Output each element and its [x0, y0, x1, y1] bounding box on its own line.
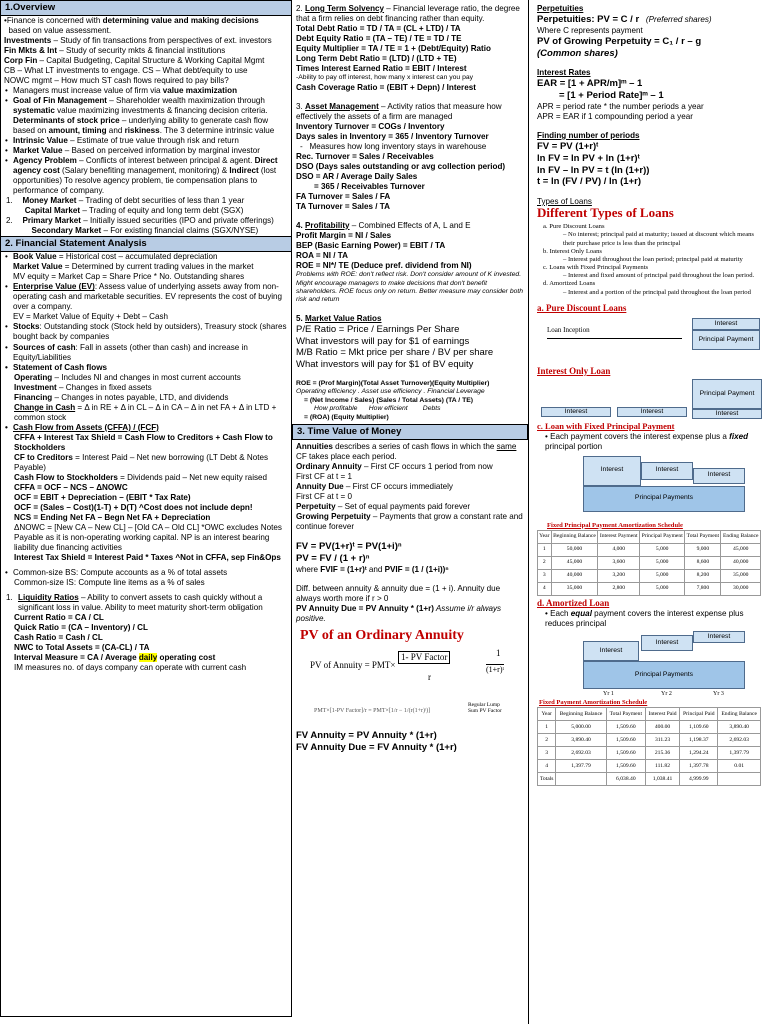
al-table-cell: Totals [538, 773, 556, 786]
fpp-table-cell: 5,000 [640, 569, 685, 582]
roa: ROA = NI / TA [296, 251, 348, 261]
dsi-note: - Measures how long inventory stays in warehouse [300, 141, 487, 151]
inventory-turnover: Inventory Turnover = COGs / Inventory [296, 121, 445, 131]
dupont-2: Operating efficiency . Asset use efficiency . Financial Leverage [296, 388, 485, 396]
fpp-table-cell: 45,000 [721, 543, 761, 556]
al-table-cell: 3 [538, 747, 556, 760]
al-table-cell: 1,509.60 [606, 760, 645, 773]
pv-factor-note: Regular Lump Sum PV Factor [468, 702, 502, 715]
fpp-table-cell: 8,600 [685, 556, 721, 569]
periods-formula-2: ln FV = ln PV + ln (1+r)ᵗ [537, 152, 640, 164]
current-ratio: Current Ratio = CA / CL [14, 613, 104, 623]
corpfin-def: Corp Fin – Capital Budgeting, Capital Structure & Working Capital Mgmt [4, 55, 265, 65]
pv-right-numerator: 1 [496, 648, 501, 659]
cffa-formula: CFFA = OCF – NCS – ΔNOWC [14, 482, 128, 492]
fpp-table-cell: 40,000 [551, 569, 598, 582]
al-interest-1: Interest [583, 641, 639, 661]
dupont-3: = (Net Income / Sales) (Sales / Total Assets) (TA / TE) [304, 396, 474, 404]
fpp-table-cell: 2 [538, 556, 552, 569]
investment-cf: Investment – Changes in fixed assets [14, 382, 152, 392]
annuity-diff: Diff. between annuity & annuity due = (1 + i). Annuity due always worth more if r > 0 [296, 583, 501, 603]
tie-note: -Ability to pay off interest, how many x interest can you pay [296, 74, 474, 82]
fixed-principal-title: c. Loan with Fixed Principal Payment [537, 421, 675, 432]
pdl-interest-box: Interest [692, 318, 760, 330]
managers-bullet: • Managers must increase value of firm via value maximization [4, 86, 288, 96]
annuity-due: Annuity Due – First CF occurs immediately [296, 481, 453, 491]
interval-measure-def: IM measures no. of days company can operate with current cash [14, 663, 247, 673]
quick-ratio: Quick Ratio = (CA – Inventory) / CL [14, 623, 148, 633]
fpp-table [537, 530, 761, 596]
pv-annuity-due: PV Annuity Due = PV Annuity * (1+r) Assume i/r always positive. [296, 603, 502, 623]
loan-b: b. Interest Only Loans [543, 247, 602, 255]
ear-formula-1: EAR = [1 + APR/m]ᵐ – 1 [537, 78, 643, 90]
fpp-table-row [538, 569, 761, 582]
finance-def: •Finance is concerned with determining value and making decisions based on value assessment. [4, 15, 259, 35]
al-table-header-cell: Interest Paid [645, 708, 679, 721]
fpp-table-header-row [538, 530, 761, 543]
profitability: 4. Profitability – Combined Effects of A, L and E [296, 221, 471, 231]
pe-ratio: P/E Ratio = Price / Earnings Per Share [296, 323, 460, 335]
column-2 [292, 0, 529, 1024]
nowc-formula: ΔNOWC = [New CA – New CL] – [Old CA – Old CL] *OWC excludes Notes Payable as it is non-operating working capital. NP is an interest bearing liability due financing activities [14, 523, 282, 553]
al-table-row [538, 747, 761, 760]
cash-ratio: Cash Ratio = Cash / CL [14, 633, 103, 643]
ta-turnover: TA Turnover = Sales / TA [296, 201, 390, 211]
common-size-is: Common-size IS: Compute line items as a % of sales [14, 578, 205, 588]
section-overview-title: 1.Overview [1, 1, 291, 16]
mb-note: What investors will pay for $1 of BV equity [296, 359, 474, 371]
types-of-loans-heading: Types of Loans [537, 197, 592, 207]
fpp-table-cell: 3,600 [598, 556, 640, 569]
interest-only-diagram [537, 377, 766, 419]
fpp-table-row [538, 582, 761, 595]
days-sales-inventory: Days sales in Inventory = 365 / Inventory Turnover [296, 131, 489, 141]
amortized-loan-diagram [537, 629, 766, 699]
pe-note: What investors will pay for $1 of earnings [296, 335, 470, 347]
fpp-table-cell: 1 [538, 543, 552, 556]
pv-annuity-expansion: PMT×[1-PV Factor]/r = PMT×[1/r − 1/(r(1+r)ᵗ)] [314, 708, 431, 715]
al-table-cell: 1,109.60 [680, 721, 718, 734]
dso-formula-2: = 365 / Receivables Turnover [314, 181, 425, 191]
annuities-def: Annuities describes a series of cash flows in which the same CF takes place each period. [296, 441, 517, 461]
periods-formula-4: t = ln (FV / PV) / ln (1+r) [537, 176, 641, 188]
liquidity-ratios: 1. Liquidity Ratios – Ability to convert assets to cash quickly without a significant loss in value. Ability to meet maturity short-term obligation [6, 593, 263, 613]
fpp-table-row [538, 556, 761, 569]
fpp-table-cell: 5,000 [640, 543, 685, 556]
pv-annuity-lhs: PV of Annuity = PMT× [310, 660, 396, 671]
periods-formula-1: FV = PV (1+r)ᵗ [537, 141, 599, 153]
al-table-row [538, 773, 761, 786]
roe: ROE = NI*/ TE (Deduce pref. dividend from NI) [296, 261, 472, 271]
fpp-principal-payments: Principal Payments [583, 486, 745, 512]
profit-margin: Profit Margin = NI / Sales [296, 231, 392, 241]
fpp-table-cell: 50,000 [551, 543, 598, 556]
loan-a-desc: – No interest; principal paid at maturity; issued at discount which means their purchase price is less than the principal [563, 231, 755, 247]
fpp-table-header-cell: Year [538, 530, 552, 543]
apr-def-1: APR = period rate * the number periods a year [537, 101, 704, 111]
al-table-cell: 1,397.79 [718, 747, 761, 760]
al-table-cell [556, 773, 606, 786]
lt-debt-ratio: Long Term Debt Ratio = (LTD) / (LTD + TE) [296, 54, 457, 64]
cash-flows-bullet: • Statement of Cash flows [4, 363, 288, 373]
al-table-row [538, 760, 761, 773]
bep: BEP (Basic Earning Power) = EBIT / TA [296, 241, 446, 251]
fpp-table-cell: 3,200 [598, 569, 640, 582]
fpp-table-header-cell: Principal Payment [640, 530, 685, 543]
al-table-cell: 1,509.60 [606, 747, 645, 760]
dupont-4: How profitable How efficient Debts [314, 405, 441, 413]
al-table-cell [718, 773, 761, 786]
intrinsic-bullet: • Intrinsic Value – Estimate of true value through risk and return [4, 136, 288, 146]
al-table-cell: 5,000.00 [556, 721, 606, 734]
periods-formula-3: ln FV – ln PV = t (ln (1+r)) [537, 164, 650, 176]
al-table-cell: 1,509.60 [606, 734, 645, 747]
secondary-market-item: Secondary Market – For existing financial claims (SGX/NYSE) [31, 226, 259, 236]
al-yr-3: Yr 3 [713, 691, 724, 698]
pdl-principal-box: Principal Payment [692, 330, 760, 350]
al-table-cell: 1,294.24 [680, 747, 718, 760]
al-table-cell: 311.23 [645, 734, 679, 747]
ocf-formula-1: OCF = EBIT + Depreciation – (EBIT * Tax Rate) [14, 492, 191, 502]
section-fsa [1, 252, 291, 673]
al-table [537, 707, 761, 786]
al-table-row [538, 734, 761, 747]
fpp-interest-1: Interest [583, 456, 641, 486]
loan-b-desc: – Interest paid throughout the loan period; principal paid at maturity [563, 255, 743, 263]
book-value-bullet: • Book Value = Historical cost – accumulated depreciation Market Value = Determined by current trading values in the market MV equity = Market Cap = Share Price * No. Outstanding shares [4, 252, 288, 282]
iol-interest-2: Interest [617, 407, 687, 417]
fpp-table-title: Fixed Principal Payment Amortization Schedule [547, 521, 683, 529]
tie-ratio: Times Interest Earned Ratio = EBIT / Interest [296, 64, 467, 74]
al-table-cell: 4,999.99 [680, 773, 718, 786]
fpp-table-cell: 8,200 [685, 569, 721, 582]
loan-types-list [537, 223, 766, 297]
al-table-header-cell: Year [538, 708, 556, 721]
al-table-cell: 0.01 [718, 760, 761, 773]
apr-def-2: APR = EAR if 1 compounding period a year [537, 111, 693, 121]
al-table-cell: 1,509.60 [606, 721, 645, 734]
cffa-eq: CFFA + Interest Tax Shield = Cash Flow to Creditors + Cash Flow to Stockholders [14, 432, 273, 452]
al-table-cell: 111.82 [645, 760, 679, 773]
loan-c-desc: – Interest and fixed amount of principal paid throughout the loan period. [563, 272, 755, 280]
al-table-cell: 400.00 [645, 721, 679, 734]
iol-principal-box: Principal Payment [692, 379, 762, 409]
iol-interest-3: Interest [692, 409, 762, 419]
al-principal-payments: Principal Payments [583, 661, 745, 689]
al-yr-1: Yr 1 [603, 691, 614, 698]
al-table-cell: 215.36 [645, 747, 679, 760]
pv-right-denominator: (1+r)ᵗ [486, 665, 505, 675]
al-table-cell: 1 [538, 721, 556, 734]
al-table-cell: 1,397.79 [556, 760, 606, 773]
nwc-ratio: NWC to Total Assets = (CA-CL) / TA [14, 643, 150, 653]
common-shares-note: (Common shares) [537, 47, 618, 59]
al-table-header-cell: Principal Paid [680, 708, 718, 721]
primary-market-item: 2. Primary Market – Initially issued securities (IPO and private offerings) [6, 216, 274, 226]
dso-formula-1: DSO = AR / Average Daily Sales [296, 171, 418, 181]
oa-first-cf: First CF at t = 1 [296, 471, 352, 481]
interest-tax-shield: Interest Tax Shield = Interest Paid * Taxes ^Not in CFFA, sep Fin&Ops [14, 553, 281, 563]
fpp-table-cell: 30,000 [721, 582, 761, 595]
fpp-table-cell: 5,000 [640, 582, 685, 595]
perpetuities-heading: Perpetuities [537, 4, 584, 13]
al-table-cell: 1,038.41 [645, 773, 679, 786]
fv-formula: FV = PV(1+r)ᵗ = PV(1+i)ⁿ [296, 541, 402, 553]
fpp-table-header-cell: Beginning Balance [551, 530, 598, 543]
ordinary-annuity: Ordinary Annuity – First CF occurs 1 period from now [296, 461, 493, 471]
common-size-bs: • Common-size BS: Compute accounts as a % of total assets [4, 568, 288, 578]
al-bullet: • Each equal payment covers the interest expense plus reduces principal [545, 609, 744, 629]
money-market-item: 1. Money Market – Trading of debt securities of less than 1 year [6, 196, 245, 206]
growing-perpetuity: Growing Perpetuity – Payments that grow a constant rate and continue forever [296, 512, 523, 532]
change-in-cash: Change in Cash = Δ in RE + Δ in CL – Δ in CA – Δ in net FA + Δ in LTD + common stock [14, 402, 277, 422]
pv-annuity-formula-figure [296, 648, 525, 730]
growing-perpetuity-formula: PV of Growing Perpetuity = C₁ / r – g [537, 35, 702, 47]
dso-head: DSO (Days sales outstanding or avg collection period) [296, 161, 506, 171]
al-table-cell: 2,692.03 [718, 734, 761, 747]
dupont-5: = (ROA) (Equity Multiplier) [304, 413, 389, 421]
al-table-cell: 6,038.40 [606, 773, 645, 786]
pv-ordinary-annuity-title: PV of an Ordinary Annuity [300, 627, 464, 643]
fpp-table-cell: 7,800 [685, 582, 721, 595]
interest-only-title: Interest Only Loan [537, 365, 611, 376]
cffa-bullet: • Cash Flow from Assets (CFFA) / (FCF) [4, 423, 288, 433]
agency-bullet: • Agency Problem – Conflicts of interest between principal & agent. Direct agency cost (Salary benefiting management, monitoring) & Indirect (lost opportunities) To resolve agency problem, tie compensation plans to performance of company. [4, 156, 288, 196]
fa-turnover: FA Turnover = Sales / FA [296, 191, 391, 201]
section-overview [1, 16, 291, 237]
al-table-cell: 1,198.37 [680, 734, 718, 747]
al-interest-2: Interest [641, 635, 693, 651]
capital-market-item: Capital Market – Trading of equity and long term debt (SGX) [24, 206, 244, 216]
rec-turnover: Rec. Turnover = Sales / Receivables [296, 151, 434, 161]
perpetuities-note: Where C represents payment [537, 25, 643, 35]
ocf-formula-2: OCF = (Sales – Cost)(1-T) + D(T) ^Cost does not include depn! [14, 503, 253, 512]
iol-interest-1: Interest [541, 407, 611, 417]
cb-line: CB – What LT investments to engage. CS – What debt/equity to use [4, 65, 248, 75]
pv-factor-denominator: r [428, 672, 431, 683]
long-term-solvency: 2. Long Term Solvency – Financial leverage ratio, the degree that a firm relies on debt financing rather than equity. [296, 4, 520, 24]
fpp-table-cell: 5,000 [640, 556, 685, 569]
al-table-header-cell: Beginning Balance [556, 708, 606, 721]
fpp-table-cell: 35,000 [551, 582, 598, 595]
loan-a: a. Pure Discount Loans [543, 223, 605, 231]
different-loans-title: Different Types of Loans [537, 205, 674, 221]
perpetuity: Perpetuity – Set of equal payments paid forever [296, 502, 471, 512]
loan-d: d. Amortized Loans [543, 280, 596, 288]
perpetuities-formula: Perpetuities: PV = C / r (Preferred shares) [537, 14, 712, 26]
ncs-formula: NCS = Ending Net FA – Begn Net FA + Depreciation [14, 513, 211, 523]
al-table-cell: 1,397.78 [680, 760, 718, 773]
fvif-pvif: where FVIF = (1+r)ᵗ and PVIF = (1 / (1+i))ⁿ [296, 564, 449, 574]
fpp-table-row [538, 543, 761, 556]
fpp-table-cell: 35,000 [721, 569, 761, 582]
goal-bullet: • Goal of Fin Management – Shareholder wealth maximization through systematic value maximizing investments & financing decision criteria. Determinants of stock price – underlying ability to generate cash flow based on amount, timing and riskiness. The 3 determine intrinsic value [4, 96, 288, 136]
al-table-cell: 2,692.03 [556, 747, 606, 760]
total-debt-ratio: Total Debt Ratio = TD / TA = (CL + LTD) / TA [296, 24, 461, 34]
section-fsa-title: 2. Financial Statement Analysis [1, 236, 291, 252]
amortized-loan-title: d. Amortized Loan [537, 597, 610, 608]
cf-creditors: CF to Creditors = Interest Paid – Net new borrowing (LT Debt & Notes Payable) [14, 452, 269, 472]
fixed-principal-diagram [537, 452, 766, 522]
ad-first-cf: First CF at t = 0 [296, 491, 352, 501]
pv-formula: PV = FV / (1 + r)ⁿ [296, 552, 370, 564]
al-table-header-cell: Total Payment [606, 708, 645, 721]
enterprise-value-bullet: • Enterprise Value (EV): Assess value of underlying assets away from non-operating cash and marketable securities. EV represents the cost of buying over a company. EV = Market Value of Equity + Debt – Cash [4, 282, 288, 322]
financing-cf: Financing – Changes in notes payable, LTD, and dividends [14, 392, 229, 402]
al-interest-3: Interest [693, 631, 745, 643]
loan-inception-label: Loan Inception [547, 325, 590, 334]
finmkts-def: Fin Mkts & Int – Study of security mkts & financial institutions [4, 45, 226, 55]
asset-management: 3. Asset Management – Activity ratios that measure how effectively the assets of a firm are managed [296, 101, 502, 121]
pure-discount-title: a. Pure Discount Loans [537, 302, 627, 313]
sources-of-cash-bullet: • Sources of cash: Fall in assets (other than cash) and increase in Equity/Liabilities [4, 343, 288, 363]
pv-factor-numerator: 1- PV Factor [398, 651, 450, 664]
fpp-table-cell: 45,000 [551, 556, 598, 569]
al-yr-2: Yr 2 [661, 691, 672, 698]
pure-discount-diagram [537, 314, 766, 366]
loan-c: c. Loans with Fixed Principal Payments [543, 264, 649, 272]
nowc-line: NOWC mgmt – How much ST cash flows required to pay bills? [4, 75, 229, 85]
al-table-header-row [538, 708, 761, 721]
fpp-table-cell: 4 [538, 582, 552, 595]
roe-note: Problems with ROE: don't reflect risk. Don't consider amount of K invested. Might encourage managers to make decisions that don't benefit shareholders. ROE focus only on return. Better measure may consider both risk and return [296, 271, 524, 304]
column-3 [530, 0, 768, 1024]
mb-ratio: M/B Ratio = Mkt price per share / BV per share [296, 347, 494, 359]
al-table-title: Fixed Payment Amortization Schedule [539, 699, 648, 707]
investments-def: Investments – Study of fin transactions from perspectives of ext. investors [4, 35, 272, 45]
al-table-cell: 4 [538, 760, 556, 773]
interval-measure: Interval Measure = CA / Average daily operating cost [14, 653, 216, 663]
ear-formula-2: = [1 + Period Rate]ᵐ – 1 [559, 90, 664, 102]
stocks-bullet: • Stocks: Outstanding stock (Stock held by outsiders), Treasury stock (shares bought back by companies [4, 322, 288, 342]
section-tvm-title: 3. Time Value of Money [292, 424, 528, 440]
fpp-bullet: • Each payment covers the interest expense plus a fixed principal portion [545, 431, 749, 451]
fpp-table-cell: 3 [538, 569, 552, 582]
al-table-cell: 2 [538, 734, 556, 747]
loan-d-desc: – Interest and a portion of the principal paid throughout the loan period [563, 288, 751, 296]
fpp-table-cell: 2,800 [598, 582, 640, 595]
fpp-table-header-cell: Ending Balance [721, 530, 761, 543]
fpp-table-header-cell: Interest Payment [598, 530, 640, 543]
fpp-table-cell: 9,000 [685, 543, 721, 556]
column-1 [0, 0, 292, 1017]
market-value-ratios: 5. Market Value Ratios [296, 313, 382, 323]
fv-annuity: FV Annuity = PV Annuity * (1+r) [296, 730, 437, 742]
cash-coverage-ratio: Cash Coverage Ratio = (EBIT + Depn) / Interest [296, 82, 476, 92]
fv-annuity-due: FV Annuity Due = FV Annuity * (1+r) [296, 741, 457, 753]
periods-heading: Finding number of periods [537, 130, 640, 140]
fpp-table-cell: 4,000 [598, 543, 640, 556]
al-table-header-cell: Ending Balance [718, 708, 761, 721]
debt-equity-ratio: Debt Equity Ratio = (TA – TE) / TE = TD / TE [296, 34, 462, 44]
market-bullet: • Market Value – Based on perceived information by marginal investor [4, 146, 288, 156]
fpp-table-cell: 40,000 [721, 556, 761, 569]
operating-cf: Operating – Includes NI and changes in most current accounts [14, 372, 241, 382]
fpp-interest-3: Interest [693, 468, 745, 484]
fpp-table-header-cell: Total Payment [685, 530, 721, 543]
al-table-row [538, 721, 761, 734]
al-table-cell: 3,890.40 [718, 721, 761, 734]
timeline-line [547, 338, 682, 339]
fpp-interest-2: Interest [641, 462, 693, 480]
dupont-1: ROE = (Prof Margin)(Total Asset Turnover)(Equity Multiplier) [296, 379, 490, 387]
interest-rates-heading: Interest Rates [537, 68, 591, 78]
cf-stockholders: Cash Flow to Stockholders = Dividends paid – Net new equity raised [14, 472, 268, 482]
al-table-cell: 3,890.40 [556, 734, 606, 747]
equity-multiplier: Equity Multiplier = TA / TE = 1 + (Debt/Equity) Ratio [296, 44, 491, 54]
